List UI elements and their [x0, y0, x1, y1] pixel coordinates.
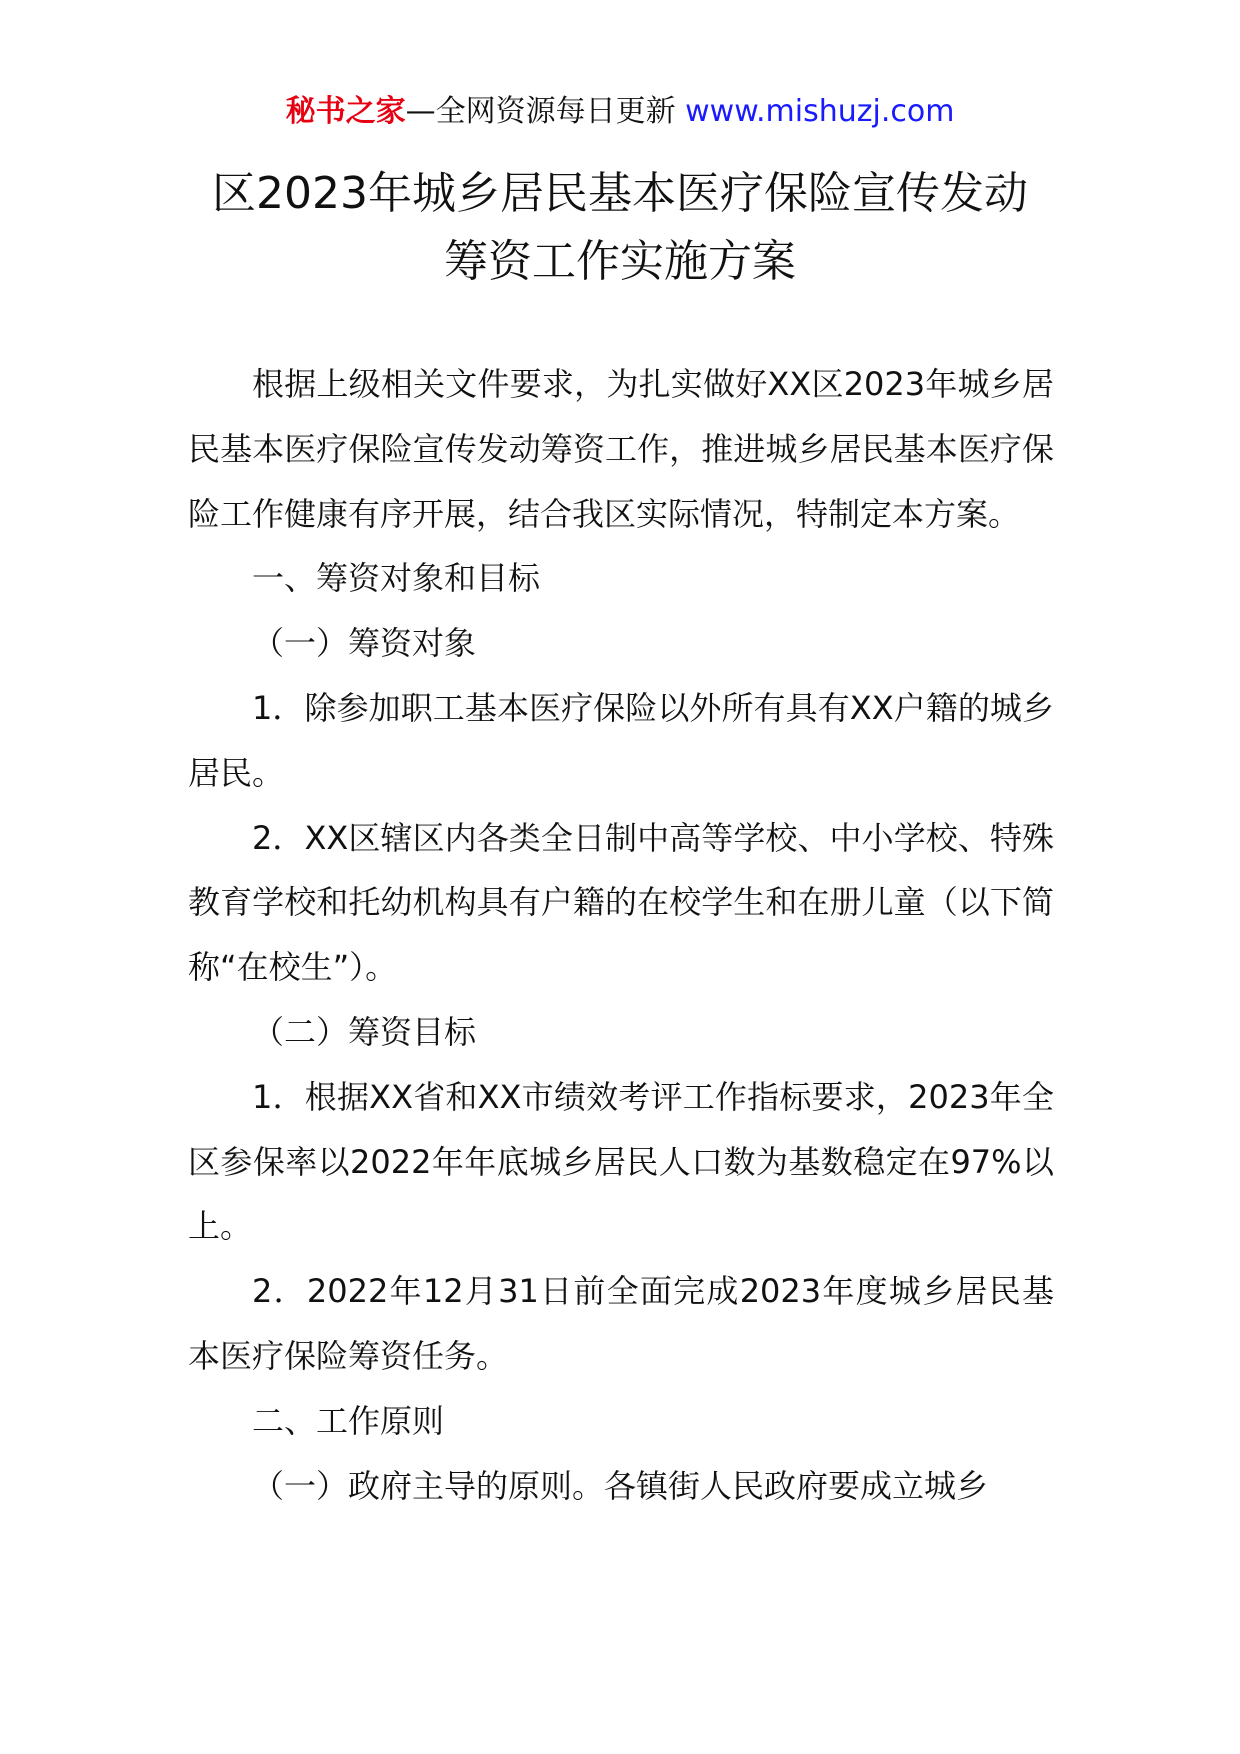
list-item: 2．2022年12月31日前全面完成2023年度城乡居民基本医疗保险筹资任务。: [188, 1272, 1054, 1375]
subsection-heading-1-1: （一）筹资对象: [252, 624, 477, 663]
subsection-heading-1-2: （二）筹资目标: [252, 1012, 477, 1051]
section-heading-2: 二、工作原则: [252, 1401, 445, 1440]
section-heading-1: 一、筹资对象和目标: [252, 559, 541, 598]
list-item: 1．除参加职工基本医疗保险以外所有具有XX户籍的城乡居民。: [188, 688, 1054, 792]
document-title: [0, 160, 1240, 296]
header-slogan: —全网资源每日更新: [405, 94, 676, 129]
list-item: 1．根据XX省和XX市绩效考评工作指标要求，2023年全区参保率以2022年年底城乡居民人口数为基数稳定在97%以上。: [188, 1077, 1054, 1246]
site-header: [0, 92, 1240, 132]
title-line-2: 筹资工作实施方案: [444, 236, 796, 287]
principle-paragraph: （一）政府主导的原则。各镇街人民政府要成立城乡: [252, 1466, 989, 1505]
brand-name: 秘书之家: [285, 94, 406, 129]
document-body: [188, 352, 1054, 1518]
intro-paragraph: 根据上级相关文件要求，为扎实做好XX区2023年城乡居民基本医疗保险宣传发动筹资工作，推进城乡居民基本医疗保险工作健康有序开展，结合我区实际情况，特制定本方案。: [188, 365, 1054, 533]
title-line-1: 区2023年城乡居民基本医疗保险宣传发动: [212, 168, 1028, 219]
site-url-link[interactable]: www.mishuzj.com: [685, 94, 955, 129]
list-item: 2．XX区辖区内各类全日制中高等学校、中小学校、特殊教育学校和托幼机构具有户籍的在校学生和在册儿童（以下简称“在校生”）。: [188, 818, 1054, 987]
